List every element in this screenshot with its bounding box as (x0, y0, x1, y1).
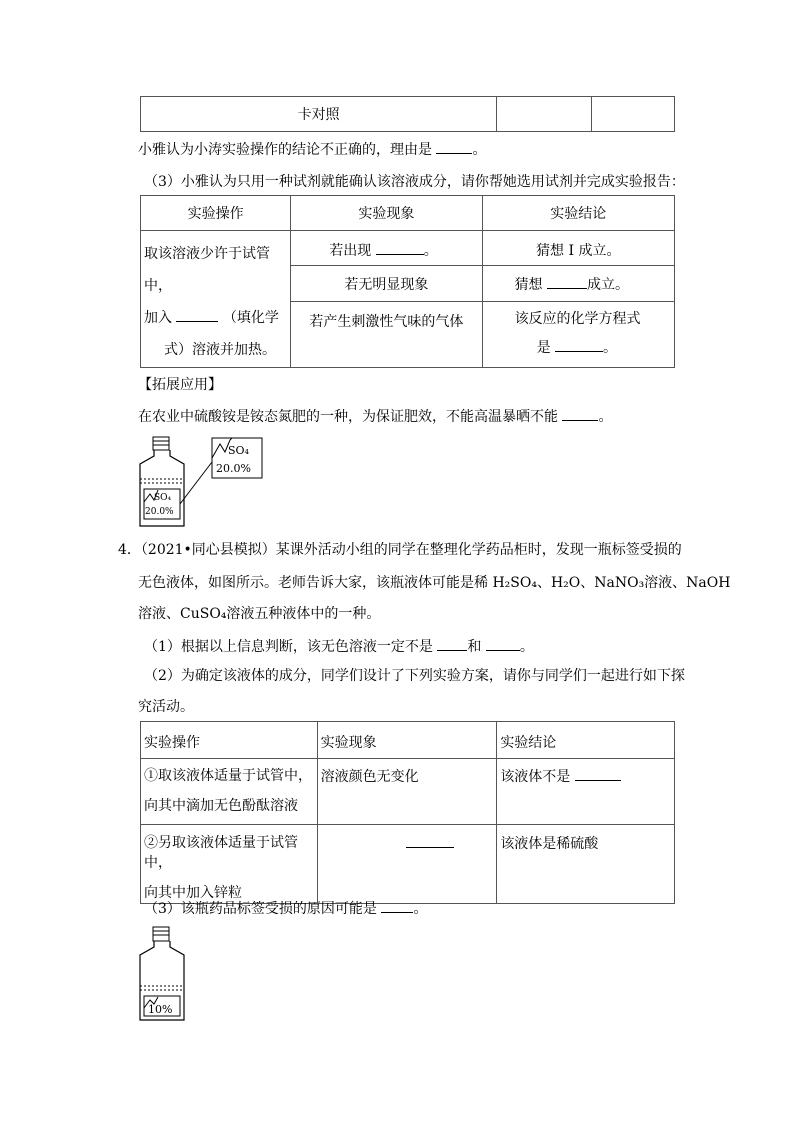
question-4-line2: 无色液体，如图所示。老师告诉大家，该瓶液体可能是稀 H₂SO₄、H₂O、NaNO₃溶液、NaOH (138, 575, 731, 591)
formula-blank[interactable] (176, 307, 218, 322)
top-table-cell-empty (592, 97, 675, 132)
phenomenon-cell (317, 825, 497, 904)
phenomenon-cell: 若产生刺激性气味的气体 (291, 302, 482, 368)
hypothesis-blank[interactable] (547, 274, 587, 289)
question-4-sub1: （1）根据以上信息判断，该无色溶液一定不是 和 。 (144, 636, 534, 657)
table-header: 实验操作 (141, 722, 318, 759)
conclusion-cell: 该反应的化学方程式 是 。 (482, 302, 674, 368)
conclusion-cell: 该液体是稀硫酸 (497, 825, 675, 904)
question-4-line3: 溶液、CuSO₄溶液五种液体中的一种。 (138, 606, 381, 622)
equation-blank[interactable] (555, 337, 603, 352)
section-heading: 【拓展应用】 (138, 377, 222, 393)
label-text: SO₄ (228, 444, 249, 457)
top-table-fragment (140, 96, 675, 132)
damaged-bottle-figure-2 (132, 924, 192, 1024)
phenomenon-cell: 若无明显现象 (291, 266, 482, 302)
top-table-cell: 卡对照 (141, 97, 497, 132)
operation-cell: 取该溶液少许于试管中， 加入 （填化学 式）溶液并加热。 (141, 231, 291, 368)
conclusion-cell: 猜想 I 成立。 (482, 231, 674, 266)
investigation-table (140, 721, 675, 904)
conclusion-cell: 该液体不是 (497, 759, 675, 825)
phenomenon-blank[interactable] (376, 240, 424, 255)
question-4-line1: 4．（2021•同心县模拟）某课外活动小组的同学在整理化学药品柜时，发现一瓶标签受损的 (118, 542, 682, 558)
question-4-sub2-line1: （2）为确定该液体的成分，同学们设计了下列实验方案，请你与同学们一起进行如下探 (144, 668, 685, 684)
phenomenon-blank[interactable] (406, 833, 454, 848)
table-header: 实验结论 (482, 196, 674, 231)
conclusion-cell: 猜想 成立。 (482, 266, 674, 302)
experiment-report-table (140, 195, 675, 368)
answer-blank[interactable] (437, 636, 467, 651)
callout-line (180, 462, 212, 504)
operation-cell: ②另取该液体适量于试管中， 向其中加入锌粒 (141, 825, 318, 904)
table-header: 实验结论 (497, 722, 675, 759)
paragraph-sub3-intro: （3）小雅认为只用一种试剂就能确认该溶液成分，请你帮她选用试剂并完成实验报告： (144, 174, 685, 190)
operation-cell: ①取该液体适量于试管中， 向其中滴加无色酚酞溶液 (141, 759, 318, 825)
answer-blank[interactable] (575, 766, 621, 781)
label-percent: 10% (148, 1003, 173, 1016)
label-percent-small: 20.0% (145, 507, 174, 517)
question-4-sub2-line2: 究活动。 (138, 699, 194, 715)
answer-blank[interactable] (486, 636, 520, 651)
question-4-sub3: （3）该瓶药品标签受损的原因可能是 。 (144, 898, 427, 919)
label-percent: 20.0% (216, 462, 251, 475)
top-table-cell-empty (497, 97, 592, 132)
answer-blank[interactable] (436, 139, 472, 154)
paragraph-application: 在农业中硫酸铵是铵态氮肥的一种，为保证肥效，不能高温暴晒不能 。 (138, 406, 612, 427)
bottle-cap (153, 437, 169, 450)
paragraph-reason: 小雅认为小涛实验操作的结论不正确的，理由是 。 (138, 139, 486, 160)
table-header: 实验现象 (317, 722, 497, 759)
damaged-bottle-figure (132, 434, 268, 530)
phenomenon-cell: 溶液颜色无变化 (317, 759, 497, 825)
label-text-small: SO₄ (154, 493, 172, 503)
phenomenon-cell: 若出现 。 (291, 231, 482, 266)
table-header: 实验现象 (291, 196, 482, 231)
bottle-cap (153, 927, 169, 941)
table-header: 实验操作 (141, 196, 291, 231)
answer-blank[interactable] (562, 406, 598, 421)
answer-blank[interactable] (381, 898, 413, 913)
